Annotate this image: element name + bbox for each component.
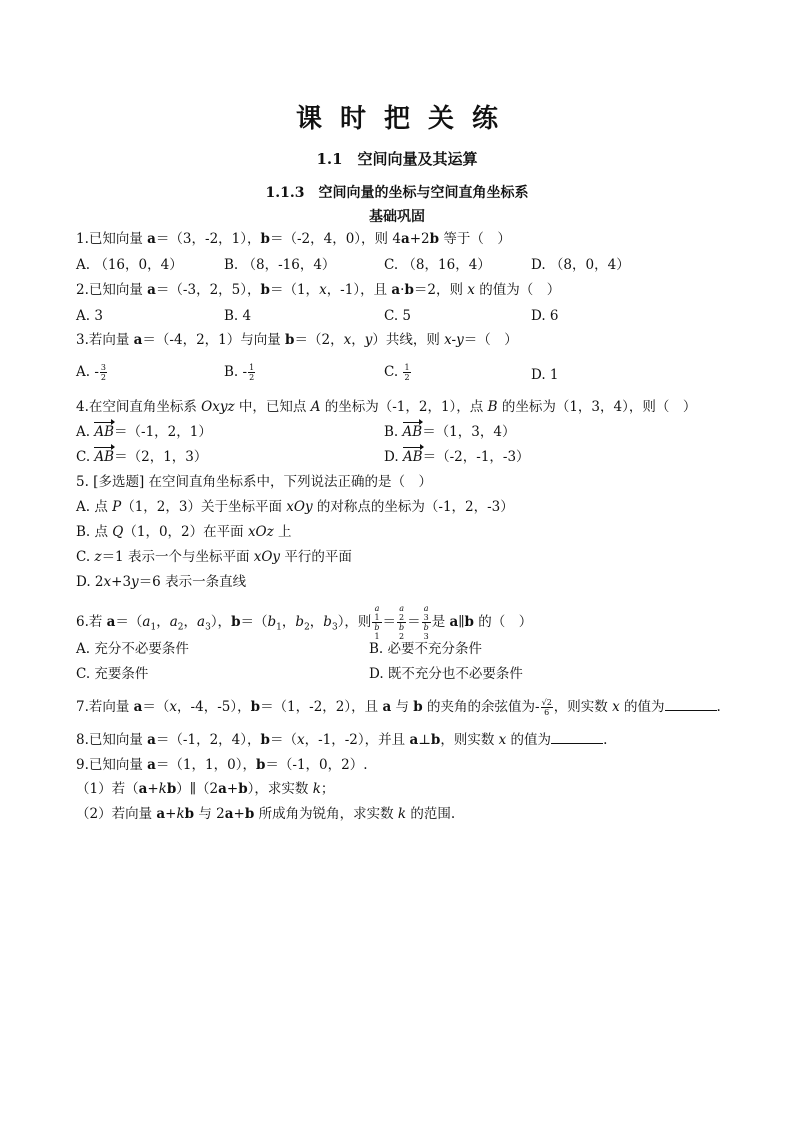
question-9-part-2: （2）若向量 a+kb 与 2a+b 所成角为锐角，求实数 k 的范围.: [76, 806, 456, 822]
question-3-option-b: B. - $\frac{1}{2}$: [224, 363, 255, 382]
question-1-stem: 1.已知向量 a＝（3，-2，1），b＝（-2，4，0），则 4a+2b 等于（ ）: [76, 231, 511, 247]
question-6-option-c: C. 充要条件: [76, 666, 149, 682]
question-1-option-b: B. （8，-16，4）: [224, 257, 336, 273]
question-6-option-b: B. 必要不充分条件: [369, 641, 483, 657]
question-2-option-c: C. 5: [384, 308, 412, 324]
question-3-option-c: C. $\frac{1}{2}$: [384, 363, 410, 382]
question-7-stem: 7.若向量 a＝（x，-4，-5），b＝（1，-2，2），且 a 与 b 的夹角的余弦值为- $\frac{√2}{6}$ ，则实数 x 的值为 .: [76, 698, 721, 717]
answer-blank[interactable]: [551, 731, 603, 744]
question-6-option-a: A. 充分不必要条件: [76, 641, 189, 657]
question-2-option-a: A. 3: [76, 308, 103, 324]
question-2-option-d: D. 6: [531, 308, 559, 324]
fraction-a3-b3: a 3 b 3: [423, 604, 429, 641]
question-2-stem: 2.已知向量 a＝（-3，2，5），b＝（1，x，-1），且 a·b＝2，则 x 的值为（ ）: [76, 282, 561, 298]
group-heading: 基础巩固: [369, 209, 425, 225]
question-4-stem: 4.在空间直角坐标系 Oxyz 中，已知点 A 的坐标为（-1，2，1），点 B 的坐标为（1，3，4），则（ ）: [76, 399, 697, 415]
question-6-option-d: D. 既不充分也不必要条件: [369, 666, 523, 682]
question-4-option-b: B. AB＝（1，3，4）: [384, 424, 516, 440]
question-5-option-d: D. 2x+3y＝6 表示一条直线: [76, 574, 247, 590]
question-4-option-c: C. AB＝（2，1，3）: [76, 449, 208, 465]
question-5-option-c: C. z＝1 表示一个与坐标平面 xOy 平行的平面: [76, 549, 352, 565]
answer-blank[interactable]: [665, 698, 717, 711]
fraction-a2-b2: a 2 b 2: [399, 604, 405, 641]
question-5-option-b: B. 点 Q（1，0，2）在平面 xOz 上: [76, 524, 292, 540]
question-5-option-a: A. 点 P（1，2，3）关于坐标平面 xOy 的对称点的坐标为（-1，2，-3）: [76, 499, 514, 515]
question-2-option-b: B. 4: [224, 308, 252, 324]
fraction-a1-b1: a 1 b 1: [374, 604, 380, 641]
question-1-option-a: A. （16，0，4）: [76, 257, 183, 273]
question-1-option-d: D. （8，0，4）: [531, 257, 630, 273]
page-title: 课时把关练: [295, 104, 516, 134]
question-3-option-d: D. 1: [531, 367, 559, 383]
question-8-stem: 8.已知向量 a＝（-1，2，4），b＝（x，-1，-2），并且 a⊥b，则实数 x 的值为 .: [76, 732, 608, 748]
question-5-stem: 5. [多选题] 在空间直角坐标系中，下列说法正确的是（ ）: [76, 474, 432, 490]
question-4-option-d: D. AB＝（-2，-1，-3）: [384, 449, 530, 465]
section-heading: 1.1 空间向量及其运算: [316, 150, 478, 168]
subsection-heading: 1.1.3 空间向量的坐标与空间直角坐标系: [265, 185, 529, 201]
question-6-stem: 6.若 $a=(a_1$，$a_2$，$a_3$），$b=(b_1$，$b_2$，$b_3$），则 a 1 b 1 ＝ a 2 b 2 ＝ a 3 b 3 是 a∥b 的（ ）: [76, 604, 533, 641]
question-9-part-1: （1）若（a+kb）∥（2a+b），求实数 k；: [76, 781, 335, 797]
question-4-option-a: A. AB＝（-1，2，1）: [76, 424, 212, 440]
question-1-option-c: C. （8，16，4）: [384, 257, 491, 273]
question-9-stem: 9.已知向量 a＝（1，1，0），b＝（-1，0，2）.: [76, 757, 368, 773]
question-3-option-a: A. - $\frac{3}{2}$: [76, 363, 106, 382]
question-3-stem: 3.若向量 a＝（-4，2，1）与向量 b＝（2，x，y）共线，则 x-y＝（ ）: [76, 332, 518, 348]
